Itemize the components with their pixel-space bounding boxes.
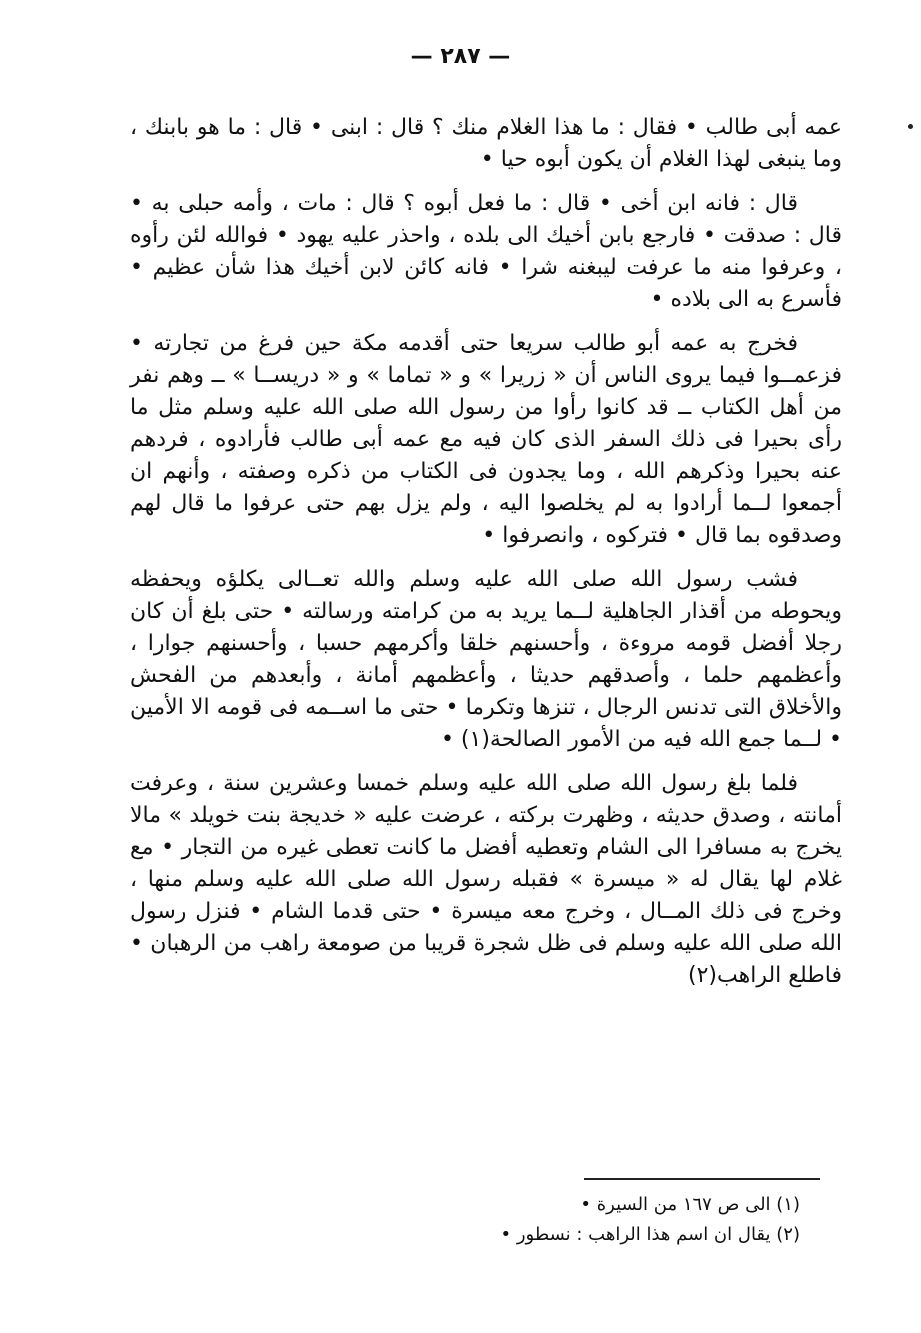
page-number: — ٢٨٧ — bbox=[410, 44, 511, 69]
footnote-divider bbox=[584, 1178, 820, 1180]
paragraph: فشب رسول الله صلى الله عليه وسلم والله تعــالى يكلؤه ويحفظه ويحوطه من أقذار الجاهلية لــما يريد به من كرامته ورسالته • حتى بلغ أن كان رجلا أفضل قومه مروءة ، وأحسنهم خلقا وأكرمهم حسبا ، وأحسنهم جوارا ، وأعظمهم حلما ، وأصدقهم حديثا ، وأعظمهم أمانة ، وأبعدهم من الفحش والأخلاق التى تدنس الرجال ، تنزها وتكرما • حتى ما اســمه فى قومه الا الأمين • لــما جمع الله فيه من الأمور الصالحة(١) • bbox=[130, 567, 842, 752]
footnote: (١) الى ص ١٦٧ من السيرة • bbox=[580, 1194, 800, 1215]
footnote: (٢) يقال ان اسم هذا الراهب : نسطور • bbox=[500, 1224, 800, 1245]
footnotes bbox=[200, 1190, 800, 1250]
paragraph: قال : فانه ابن أخى • قال : ما فعل أبوه ؟ قال : مات ، وأمه حبلى به • قال : صدقت • فارجع بابن أخيك الى بلده ، واحذر عليه يهود • فوالله لئن رأوه ، وعرفوا منه ما عرفت ليبغنه شرا • فانه كائن لابن أخيك هذا شأن عظيم • فأسرع به الى بلاده • bbox=[130, 191, 842, 312]
paragraph: فخرج به عمه أبو طالب سريعا حتى أقدمه مكة حين فرغ من تجارته • فزعمــوا فيما يروى الناس أن « زريرا » و « تماما » و « دريســا » ــ وهم نفر من أهل الكتاب ــ قد كانوا رأوا من رسول الله صلى الله عليه وسلم مثل ما رأى بحيرا فى ذلك السفر الذى كان فيه مع عمه أبى طالب فأرادوه ، فردهم عنه بحيرا وذكرهم الله ، وما يجدون فى الكتاب من ذكره وصفته ، وأنهم ان أجمعوا لــما أرادوا به لم يخلصوا اليه ، ولم يزل بهم حتى عرفوا ما قال لهم وصدقوه بما قال • فتركوه ، وانصرفوا • bbox=[130, 331, 842, 548]
paragraph: عمه أبى طالب • فقال : ما هذا الغلام منك ؟ قال : ابنى • قال : ما هو بابنك ، وما ينبغى لهذا الغلام أن يكون أبوه حيا • bbox=[130, 115, 842, 172]
body-text bbox=[130, 112, 842, 1004]
scan-speck bbox=[908, 124, 913, 129]
paragraph: فلما بلغ رسول الله صلى الله عليه وسلم خمسا وعشرين سنة ، وعرفت أمانته ، وصدق حديثه ، وظهرت بركته ، عرضت عليه « خديجة بنت خويلد » مالا يخرج به مسافرا الى الشام وتعطيه أفضل ما كانت تعطى غيره من التجار • مع غلام لها يقال له « ميسرة » فقبله رسول الله صلى الله عليه وسلم منها ، وخرج فى ذلك المــال ، وخرج معه ميسرة • حتى قدما الشام • فنزل رسول الله صلى الله عليه وسلم فى ظل شجرة قريبا من صومعة راهب من الرهبان • فاطلع الراهب(٢) bbox=[130, 771, 842, 988]
